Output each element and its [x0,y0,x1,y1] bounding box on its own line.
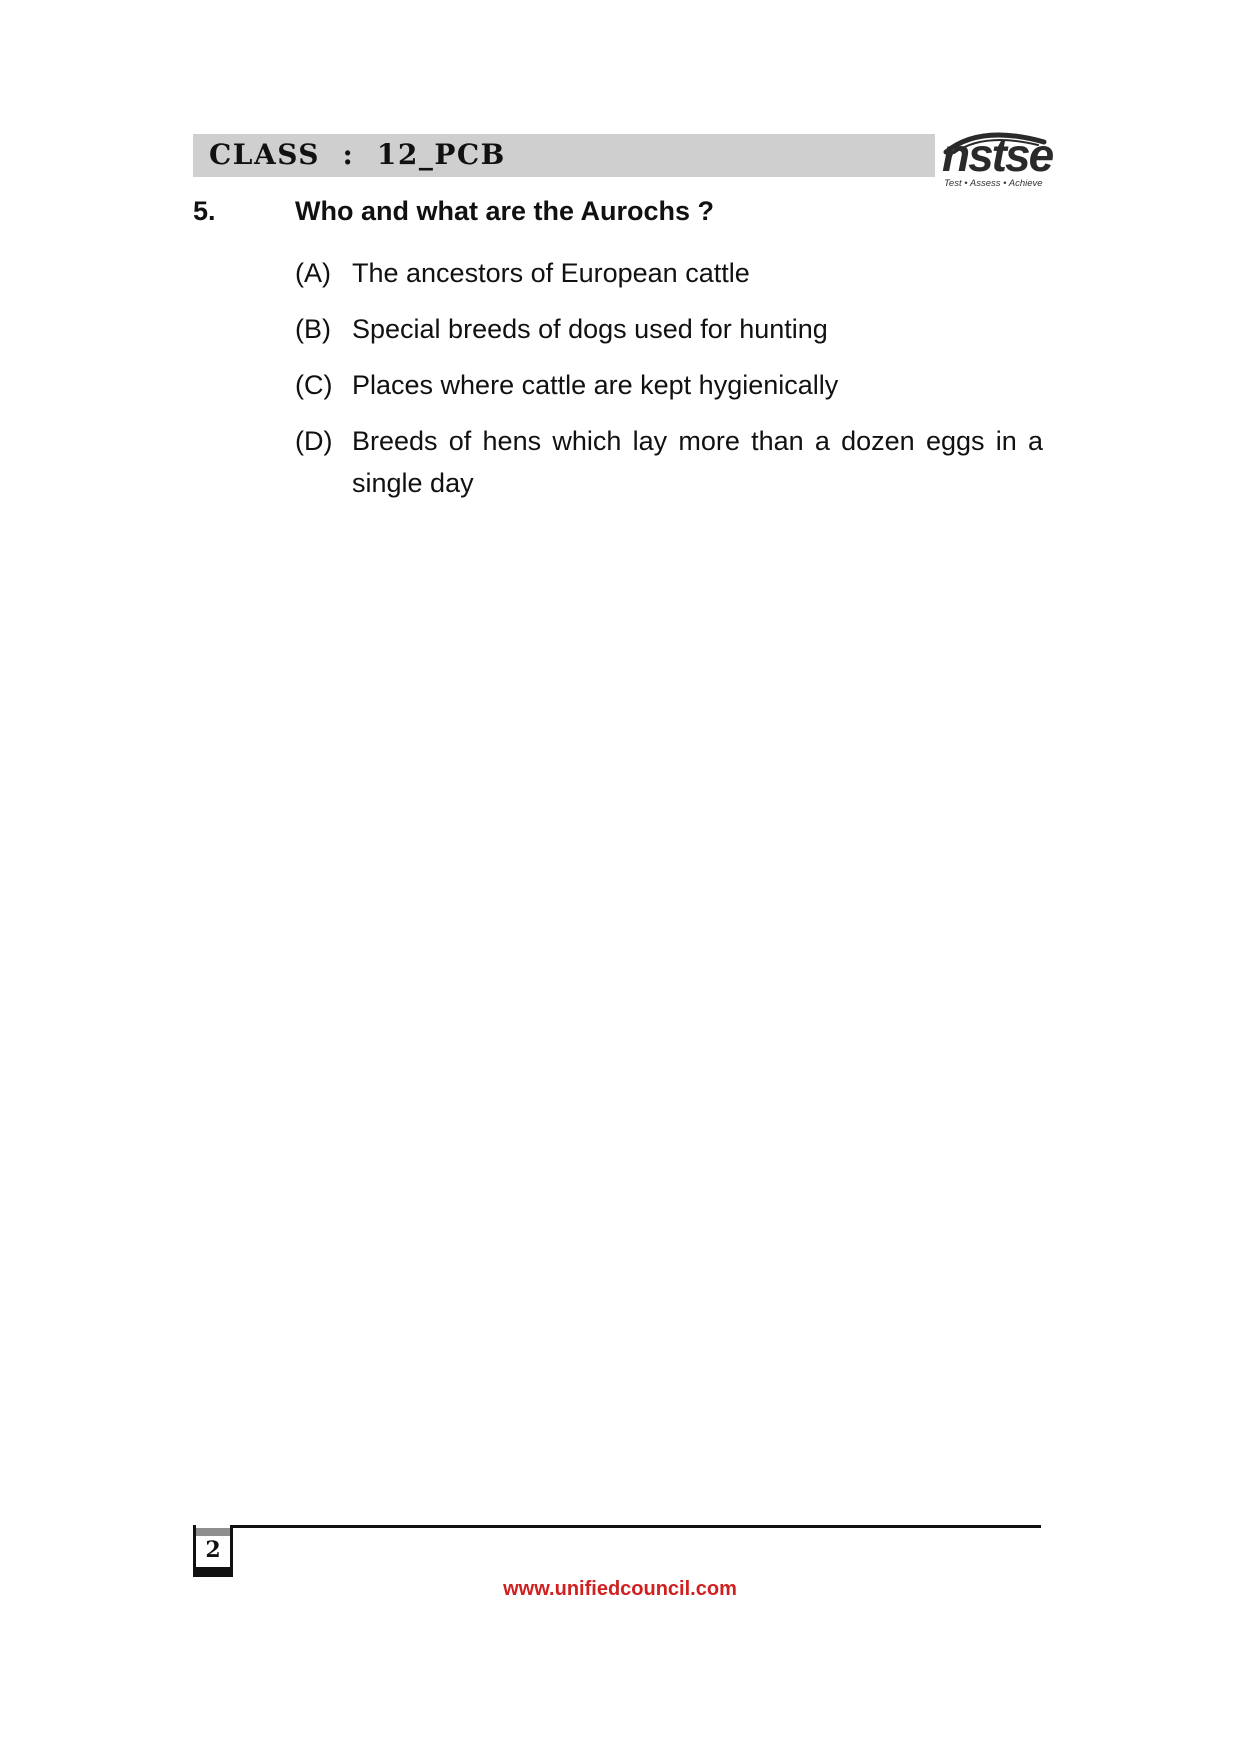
page-number: 2 [205,1537,221,1563]
option-label: (A) [295,258,331,288]
option-text: Places where cattle are kept hygienically [352,370,839,400]
header-bar [193,134,935,177]
option-c [295,364,1043,406]
class-title: CLASS : 12_PCB [209,138,506,171]
option-d [295,420,1043,504]
option-a [295,252,1043,294]
question-number: 5. [193,196,216,226]
option-text: Special breeds of dogs used for hunting [352,314,828,344]
options-list [295,252,1043,518]
logo-wordmark: nstse [942,129,1053,181]
footer-divider [193,1525,1041,1528]
question-text: Who and what are the Aurochs ? [295,196,715,226]
option-label: (D) [295,426,333,456]
option-label: (B) [295,314,331,344]
page-number-box [193,1525,233,1577]
page-box-top-band [196,1528,230,1536]
footer-website-link[interactable]: www.unifiedcouncil.com [503,1578,737,1600]
option-text: Breeds of hens which lay more than a dozen eggs in a single day [352,426,1043,498]
nstse-logo [940,126,1053,190]
page-box-bottom-band [196,1567,230,1574]
option-b [295,308,1043,350]
option-text: The ancestors of European cattle [352,258,750,288]
logo-tagline: Test • Assess • Achieve [944,178,1043,189]
option-label: (C) [295,370,333,400]
